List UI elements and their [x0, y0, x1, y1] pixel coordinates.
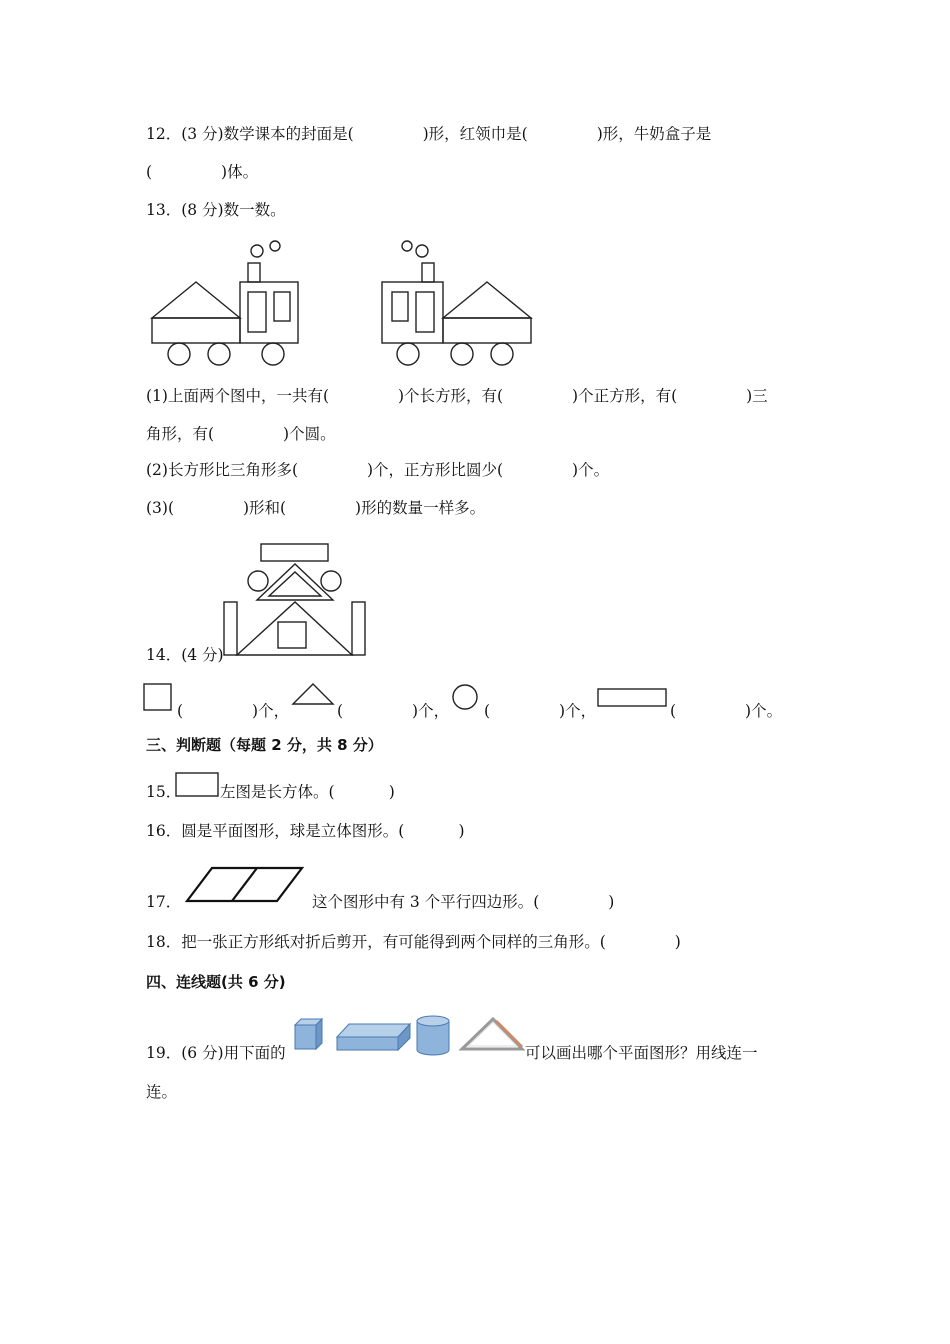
section3-heading: 三、判断题（每题 2 分，共 8 分）	[146, 736, 383, 754]
q15-rectangle-icon	[175, 772, 221, 798]
robot-figure	[215, 535, 375, 665]
triangle-icon	[291, 682, 335, 706]
q13-sub2: (2)长方形比三角形多( )个，正方形比圆少( )个。	[146, 461, 610, 479]
q17-number: 17．	[146, 893, 182, 911]
parallelogram-figure	[184, 865, 306, 905]
q14-blank-triangle: ( )个，	[337, 702, 450, 720]
q12-line2: ( )体。	[146, 163, 259, 181]
q13-sub1-line1: (1)上面两个图中，一共有( )个长方形，有( )个正方形，有( )三	[146, 387, 768, 405]
solid-objects-icons	[292, 1013, 524, 1059]
q12-line1: 12．(3 分)数学课本的封面是( )形，红领巾是( )形，牛奶盒子是	[146, 125, 712, 143]
q14-blank-circle: ( )个，	[484, 702, 597, 720]
q14-title: 14．(4 分)	[146, 646, 224, 664]
q13-title: 13．(8 分)数一数。	[146, 201, 286, 219]
q13-sub3: (3)( )形和( )形的数量一样多。	[146, 499, 486, 517]
section4-heading: 四、连线题(共 6 分)	[146, 973, 286, 991]
train-figures	[140, 235, 540, 375]
q19-prefix: 19．(6 分)用下面的	[146, 1044, 286, 1062]
q17-text: 这个图形中有 3 个平行四边形。( )	[312, 893, 615, 911]
circle-icon	[451, 683, 479, 711]
q18-text: 18．把一张正方形纸对折后剪开，有可能得到两个同样的三角形。( )	[146, 933, 681, 951]
rectangle-icon	[597, 688, 669, 708]
q19-suffix: 可以画出哪个平面图形？用线连一	[525, 1044, 758, 1062]
q14-blank-square: ( )个，	[177, 702, 290, 720]
q14-blank-rectangle: ( )个。	[670, 702, 783, 720]
q15-number: 15．	[146, 783, 182, 801]
q16-text: 16．圆是平面图形，球是立体图形。( )	[146, 822, 465, 840]
q19-line2: 连。	[146, 1083, 178, 1101]
q15-text: 左图是长方体。( )	[220, 783, 395, 801]
square-icon	[143, 683, 173, 711]
q13-sub1-line2: 角形，有( )个圆。	[146, 425, 336, 443]
